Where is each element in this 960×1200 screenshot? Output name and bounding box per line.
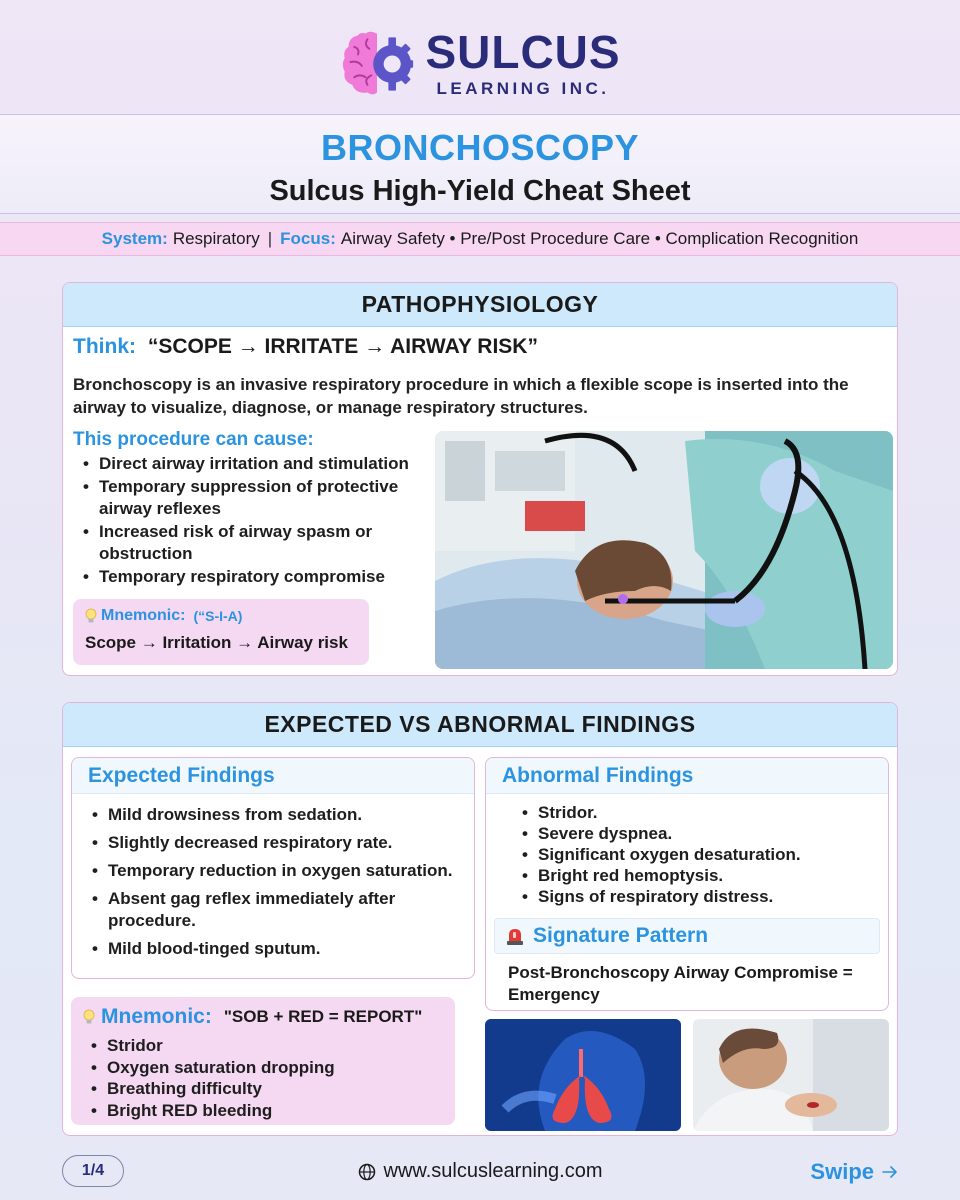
think-label: Think:	[73, 335, 136, 358]
expected-findings-title: Expected Findings	[72, 758, 474, 794]
coughing-blood-photo	[693, 1019, 889, 1131]
globe-icon	[358, 1163, 376, 1181]
lightbulb-icon	[85, 608, 97, 624]
list-item: • Oxygen saturation dropping	[83, 1057, 443, 1079]
list-item: • Mild blood-tinged sputum.	[84, 938, 454, 960]
list-item: • Mild drowsiness from sedation.	[84, 804, 454, 826]
list-item: • Stridor.	[514, 802, 888, 823]
list-item: • Temporary suppression of protective airway reflexes	[75, 476, 435, 520]
focus-label: Focus:	[280, 229, 336, 248]
arrow-right-icon	[882, 1165, 898, 1179]
mnemonic-label: Mnemonic:	[101, 607, 186, 624]
siren-icon	[505, 926, 525, 946]
list-item: • Slightly decreased respiratory rate.	[84, 832, 454, 854]
focus-value: Airway Safety • Pre/Post Procedure Care • Complication Recognition	[340, 229, 859, 248]
pathophysiology-card	[62, 282, 898, 676]
website-text: www.sulcuslearning.com	[383, 1160, 603, 1182]
signature-pattern-text: Post-Bronchoscopy Airway Compromise = Emergency	[508, 963, 853, 1004]
list-item: • Stridor	[83, 1035, 443, 1057]
abnormal-findings-box	[485, 757, 889, 1011]
signature-pattern-title: Signature Pattern	[533, 924, 709, 947]
swipe-label: Swipe	[810, 1159, 874, 1184]
list-item: • Direct airway irritation and stimulation	[75, 453, 435, 475]
brand-header	[0, 22, 960, 106]
sob-red-mnemonic-box	[71, 997, 455, 1125]
mnemonic-text: Scope → Irritation → Airway risk	[85, 633, 348, 652]
list-item: • Absent gag reflex immediately after procedure.	[84, 888, 454, 932]
findings-card	[62, 702, 898, 1136]
page-indicator: 1/4	[62, 1155, 124, 1187]
title-band	[0, 114, 960, 214]
system-label: System:	[101, 229, 168, 248]
page-title: BRONCHOSCOPY	[320, 127, 640, 168]
list-item: • Increased risk of airway spasm or obstruction	[75, 521, 435, 565]
expected-findings-box	[71, 757, 475, 979]
footer	[0, 1150, 960, 1194]
think-line	[73, 335, 538, 359]
system-value: Respiratory	[172, 229, 260, 248]
findings-heading: EXPECTED VS ABNORMAL FINDINGS	[63, 703, 897, 747]
mnemonic-code: (“S-I-A)	[193, 608, 243, 624]
lightbulb-icon	[83, 1009, 95, 1025]
mnemonic-head	[85, 607, 357, 625]
mnemonic-label: Mnemonic:	[101, 1005, 212, 1028]
intro-paragraph: Bronchoscopy is an invasive respiratory procedure in which a flexible scope is inserted into the airway to visualize, diagnose, or manage respiratory structures.	[73, 375, 849, 417]
cause-list	[75, 453, 435, 589]
think-text: “SCOPE → IRRITATE → AIRWAY RISK”	[147, 335, 538, 358]
list-item: • Temporary reduction in oxygen saturation.	[84, 860, 454, 882]
cause-title: This procedure can cause:	[73, 429, 314, 450]
abnormal-findings-list	[514, 802, 888, 907]
brand-name: SULCUS	[425, 26, 621, 78]
list-item: • Signs of respiratory distress.	[514, 886, 888, 907]
signature-pattern-header	[494, 918, 880, 954]
bronchoscopy-procedure-photo	[435, 431, 893, 669]
list-item: • Severe dyspnea.	[514, 823, 888, 844]
page-subtitle: Sulcus High-Yield Cheat Sheet	[269, 175, 691, 207]
system-focus-bar	[0, 222, 960, 256]
lungs-illustration	[485, 1019, 681, 1131]
brand-text	[425, 26, 621, 99]
mnemonic-quote: "SOB + RED = REPORT"	[223, 1007, 423, 1026]
brand-sub: LEARNING INC.	[436, 79, 610, 98]
mnemonic-head	[83, 1005, 443, 1029]
list-item: • Breathing difficulty	[83, 1078, 443, 1100]
brain-gear-logo-icon	[339, 26, 415, 102]
list-item: • Temporary respiratory compromise	[75, 566, 435, 588]
pathophysiology-heading: PATHOPHYSIOLOGY	[63, 283, 897, 327]
info-separator: |	[267, 229, 273, 248]
mnemonic-box	[73, 599, 369, 665]
list-item: • Bright red hemoptysis.	[514, 865, 888, 886]
list-item: • Bright RED bleeding	[83, 1100, 443, 1122]
abnormal-findings-title: Abnormal Findings	[486, 758, 888, 794]
swipe-button[interactable]	[810, 1159, 898, 1185]
list-item: • Significant oxygen desaturation.	[514, 844, 888, 865]
mnemonic-list	[83, 1035, 443, 1121]
expected-findings-list	[84, 804, 454, 960]
